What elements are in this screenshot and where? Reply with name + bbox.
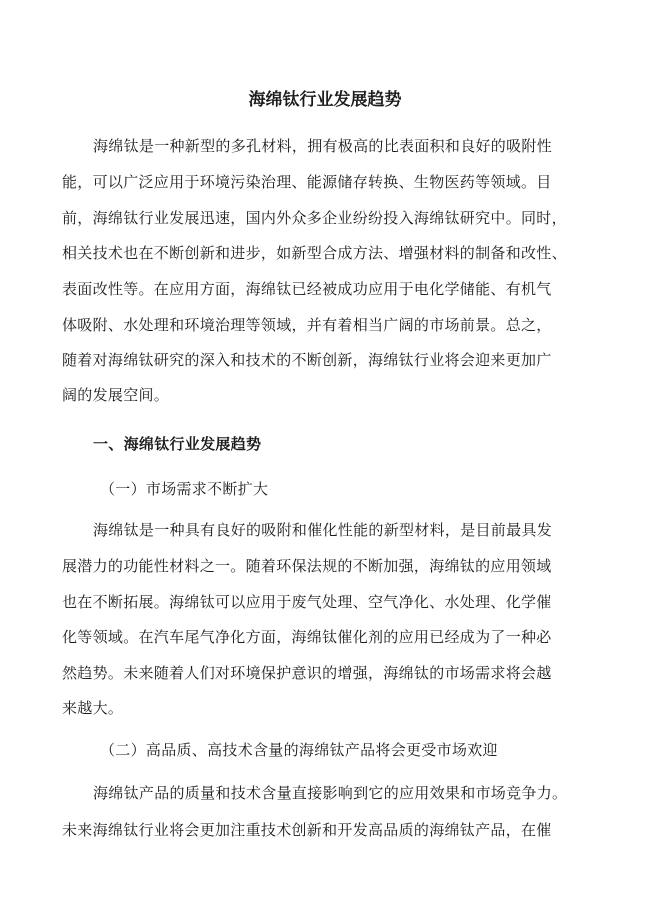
sub1-line-5: 然趋势。未来随着人们对环境保护意识的增强，海绵钛的市场需求将会越 bbox=[62, 664, 552, 682]
section-heading: 一、海绵钛行业发展趋势 bbox=[93, 435, 262, 453]
subsection-heading-1: （一）市场需求不断扩大 bbox=[100, 480, 269, 498]
sub2-line-2: 未来海绵钛行业将会更加注重技术创新和开发高品质的海绵钛产品，在催 bbox=[62, 821, 552, 839]
sub1-line-6: 来越大。 bbox=[62, 699, 124, 717]
intro-line-8: 阔的发展空间。 bbox=[62, 386, 170, 404]
sub1-line-3: 也在不断拓展。海绵钛可以应用于废气处理、空气净化、水处理、化学催 bbox=[62, 593, 552, 611]
intro-line-4: 相关技术也在不断创新和进步，如新型合成方法、增强材料的制备和改性、 bbox=[62, 244, 567, 262]
subsection-heading-2: （二）高品质、高技术含量的海绵钛产品将会更受市场欢迎 bbox=[100, 741, 498, 759]
intro-line-7: 随着对海绵钛研究的深入和技术的不断创新，海绵钛行业将会迎来更加广 bbox=[62, 351, 552, 369]
intro-line-2: 能，可以广泛应用于环境污染治理、能源储存转换、生物医药等领域。目 bbox=[62, 173, 552, 191]
intro-line-5: 表面改性等。在应用方面，海绵钛已经被成功应用于电化学储能、有机气 bbox=[62, 280, 552, 298]
intro-line-6: 体吸附、水处理和环境治理等领域，并有着相当广阔的市场前景。总之， bbox=[62, 316, 552, 334]
sub1-line-4: 化等领域。在汽车尾气净化方面，海绵钛催化剂的应用已经成为了一种必 bbox=[62, 628, 552, 646]
sub2-line-1: 海绵钛产品的质量和技术含量直接影响到它的应用效果和市场竞争力。 bbox=[93, 784, 568, 802]
intro-line-3: 前，海绵钛行业发展迅速，国内外众多企业纷纷投入海绵钛研究中。同时， bbox=[62, 209, 567, 227]
sub1-line-2: 展潜力的功能性材料之一。随着环保法规的不断加强，海绵钛的应用领域 bbox=[62, 557, 552, 575]
document-title: 海绵钛行业发展趋势 bbox=[248, 90, 402, 110]
sub1-line-1: 海绵钛是一种具有良好的吸附和催化性能的新型材料，是目前最具发 bbox=[93, 521, 553, 539]
intro-line-1: 海绵钛是一种新型的多孔材料，拥有极高的比表面积和良好的吸附性 bbox=[93, 137, 553, 155]
